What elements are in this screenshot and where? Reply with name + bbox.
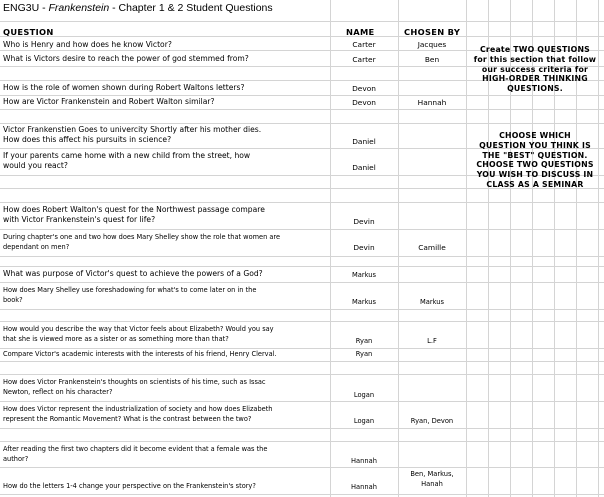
question-cell-line-2: dependant on men?	[3, 243, 70, 251]
chosen-by-cell[interactable]: Jacques	[417, 40, 447, 49]
instruction-panel-choose-questions	[467, 131, 603, 190]
question-cell-line-2: book?	[3, 296, 23, 304]
chosen-by-cell[interactable]: Ryan, Devon	[410, 417, 454, 425]
gridline	[0, 441, 604, 442]
question-cell[interactable]: How does Victor Frankenstein's thoughts on scientists of his time, such as Issac	[3, 378, 266, 386]
panel-line: QUESTION YOU THINK IS	[479, 140, 591, 150]
gridline	[0, 21, 604, 22]
chosen-by-cell[interactable]: Hannah	[417, 98, 447, 107]
name-cell[interactable]: Hannah	[351, 457, 377, 465]
gridline	[0, 229, 604, 230]
question-cell-line-2: represent the Romantic Movement? What is the contrast between the two?	[3, 415, 252, 423]
question-cell-line-2: How does this affect his pursuits in science?	[3, 135, 172, 144]
name-cell[interactable]: Logan	[353, 391, 375, 399]
chosen-by-cell[interactable]: Camille	[418, 243, 446, 252]
name-cell[interactable]: Logan	[353, 417, 375, 425]
question-cell[interactable]: Compare Victor's academic interests with the interests of his friend, Henry Clerval.	[3, 350, 277, 358]
panel-line: YOU WISH TO DISCUSS IN	[476, 170, 594, 180]
name-column-header: NAME	[346, 27, 375, 37]
chosen-by-cell[interactable]: L.F	[427, 337, 437, 345]
chosen-by-column-header: CHOSEN BY	[404, 27, 461, 37]
gridline	[0, 109, 604, 110]
gridline	[0, 361, 604, 362]
question-cell[interactable]: After reading the first two chapters did it become evident that a female was the	[3, 445, 268, 453]
question-cell[interactable]: How are Victor Frankenstein and Robert Walton similar?	[3, 97, 215, 106]
question-cell[interactable]: What was purpose of Victor's quest to achieve the powers of a God?	[3, 269, 263, 278]
name-cell[interactable]: Carter	[352, 55, 376, 64]
panel-line: THE "BEST" QUESTION.	[482, 150, 588, 160]
question-cell[interactable]: During chapter's one and two how does Mary Shelley show the role that women are	[3, 233, 281, 241]
question-cell-line-2: with Victor Frankenstein's quest for life?	[3, 215, 156, 224]
question-cell[interactable]: Who is Henry and how does he know Victor?	[3, 40, 172, 49]
chosen-by-cell[interactable]: Markus	[419, 298, 444, 306]
gridline	[0, 309, 604, 310]
name-cell[interactable]: Carter	[352, 40, 376, 49]
gridline	[0, 95, 604, 96]
question-cell[interactable]: Victor Frankenstien Goes to univercity Shortly after his mother dies.	[3, 125, 262, 134]
question-column-header: QUESTION	[3, 27, 54, 37]
panel-line: HIGH-ORDER THINKING	[482, 74, 588, 84]
name-cell[interactable]: Devin	[353, 217, 375, 226]
question-cell[interactable]: How does Victor represent the industrialization of society and how does Elizabeth	[3, 405, 273, 413]
gridline	[0, 321, 604, 322]
gridline	[0, 467, 604, 468]
question-cell-line-2: would you react?	[3, 161, 68, 170]
question-cell[interactable]: What is Victors desire to reach the power of god stemmed from?	[3, 54, 249, 63]
gridline	[0, 428, 604, 429]
name-cell[interactable]: Markus	[351, 298, 376, 306]
question-cell-line-2: that she is viewed more as a sister or as something more than that?	[3, 335, 229, 343]
name-cell[interactable]: Daniel	[352, 163, 376, 172]
name-cell[interactable]: Daniel	[352, 137, 376, 146]
panel-line: Create TWO QUESTIONS	[480, 45, 590, 54]
sheet-title: ENG3U - Frankenstein - Chapter 1 & 2 Student Questions	[3, 2, 273, 14]
chosen-by-cell-line-2: Hanah	[421, 480, 443, 488]
gridline	[0, 36, 604, 37]
panel-line: QUESTIONS.	[507, 84, 563, 94]
panel-line: CLASS AS A SEMINAR	[486, 179, 584, 189]
name-cell[interactable]: Markus	[351, 271, 376, 279]
panel-line: CHOOSE WHICH	[499, 131, 571, 140]
panel-line: our success criteria for	[481, 64, 589, 74]
question-cell[interactable]: How would you describe the way that Victor feels about Elizabeth? Would you say	[3, 325, 274, 333]
gridline	[0, 374, 604, 375]
name-cell[interactable]: Devin	[353, 243, 375, 252]
question-cell[interactable]: How does Robert Walton's quest for the Northwest passage compare	[3, 205, 265, 214]
panel-line: for this section that follow	[473, 54, 597, 64]
gridline	[0, 401, 604, 402]
panel-line: CHOOSE TWO QUESTIONS	[476, 160, 594, 170]
gridline	[0, 282, 604, 283]
instruction-panel-create-questions	[467, 45, 603, 94]
gridline	[0, 266, 604, 267]
name-cell[interactable]: Devon	[352, 98, 376, 107]
gridline	[0, 123, 604, 124]
name-cell[interactable]: Hannah	[351, 483, 377, 491]
question-cell-line-2: Newton, reflect on his character?	[3, 388, 113, 396]
name-cell[interactable]: Ryan	[355, 337, 373, 345]
name-cell[interactable]: Ryan	[355, 350, 373, 358]
question-cell[interactable]: How does Mary Shelley use foreshadowing for what's to come later on in the	[3, 286, 257, 294]
question-cell-line-2: author?	[3, 455, 29, 463]
question-cell[interactable]: How is the role of women shown during Robert Waltons letters?	[3, 83, 245, 92]
chosen-by-cell[interactable]: Ben	[424, 55, 440, 64]
name-cell[interactable]: Devon	[352, 84, 376, 93]
chosen-by-cell[interactable]: Ben, Markus,	[410, 470, 454, 478]
question-cell[interactable]: If your parents came home with a new child from the street, how	[3, 151, 251, 160]
question-cell[interactable]: How do the letters 1-4 change your perspective on the Frankenstein's story?	[3, 482, 256, 490]
gridline	[0, 202, 604, 203]
gridline	[0, 494, 604, 495]
gridline	[0, 256, 604, 257]
